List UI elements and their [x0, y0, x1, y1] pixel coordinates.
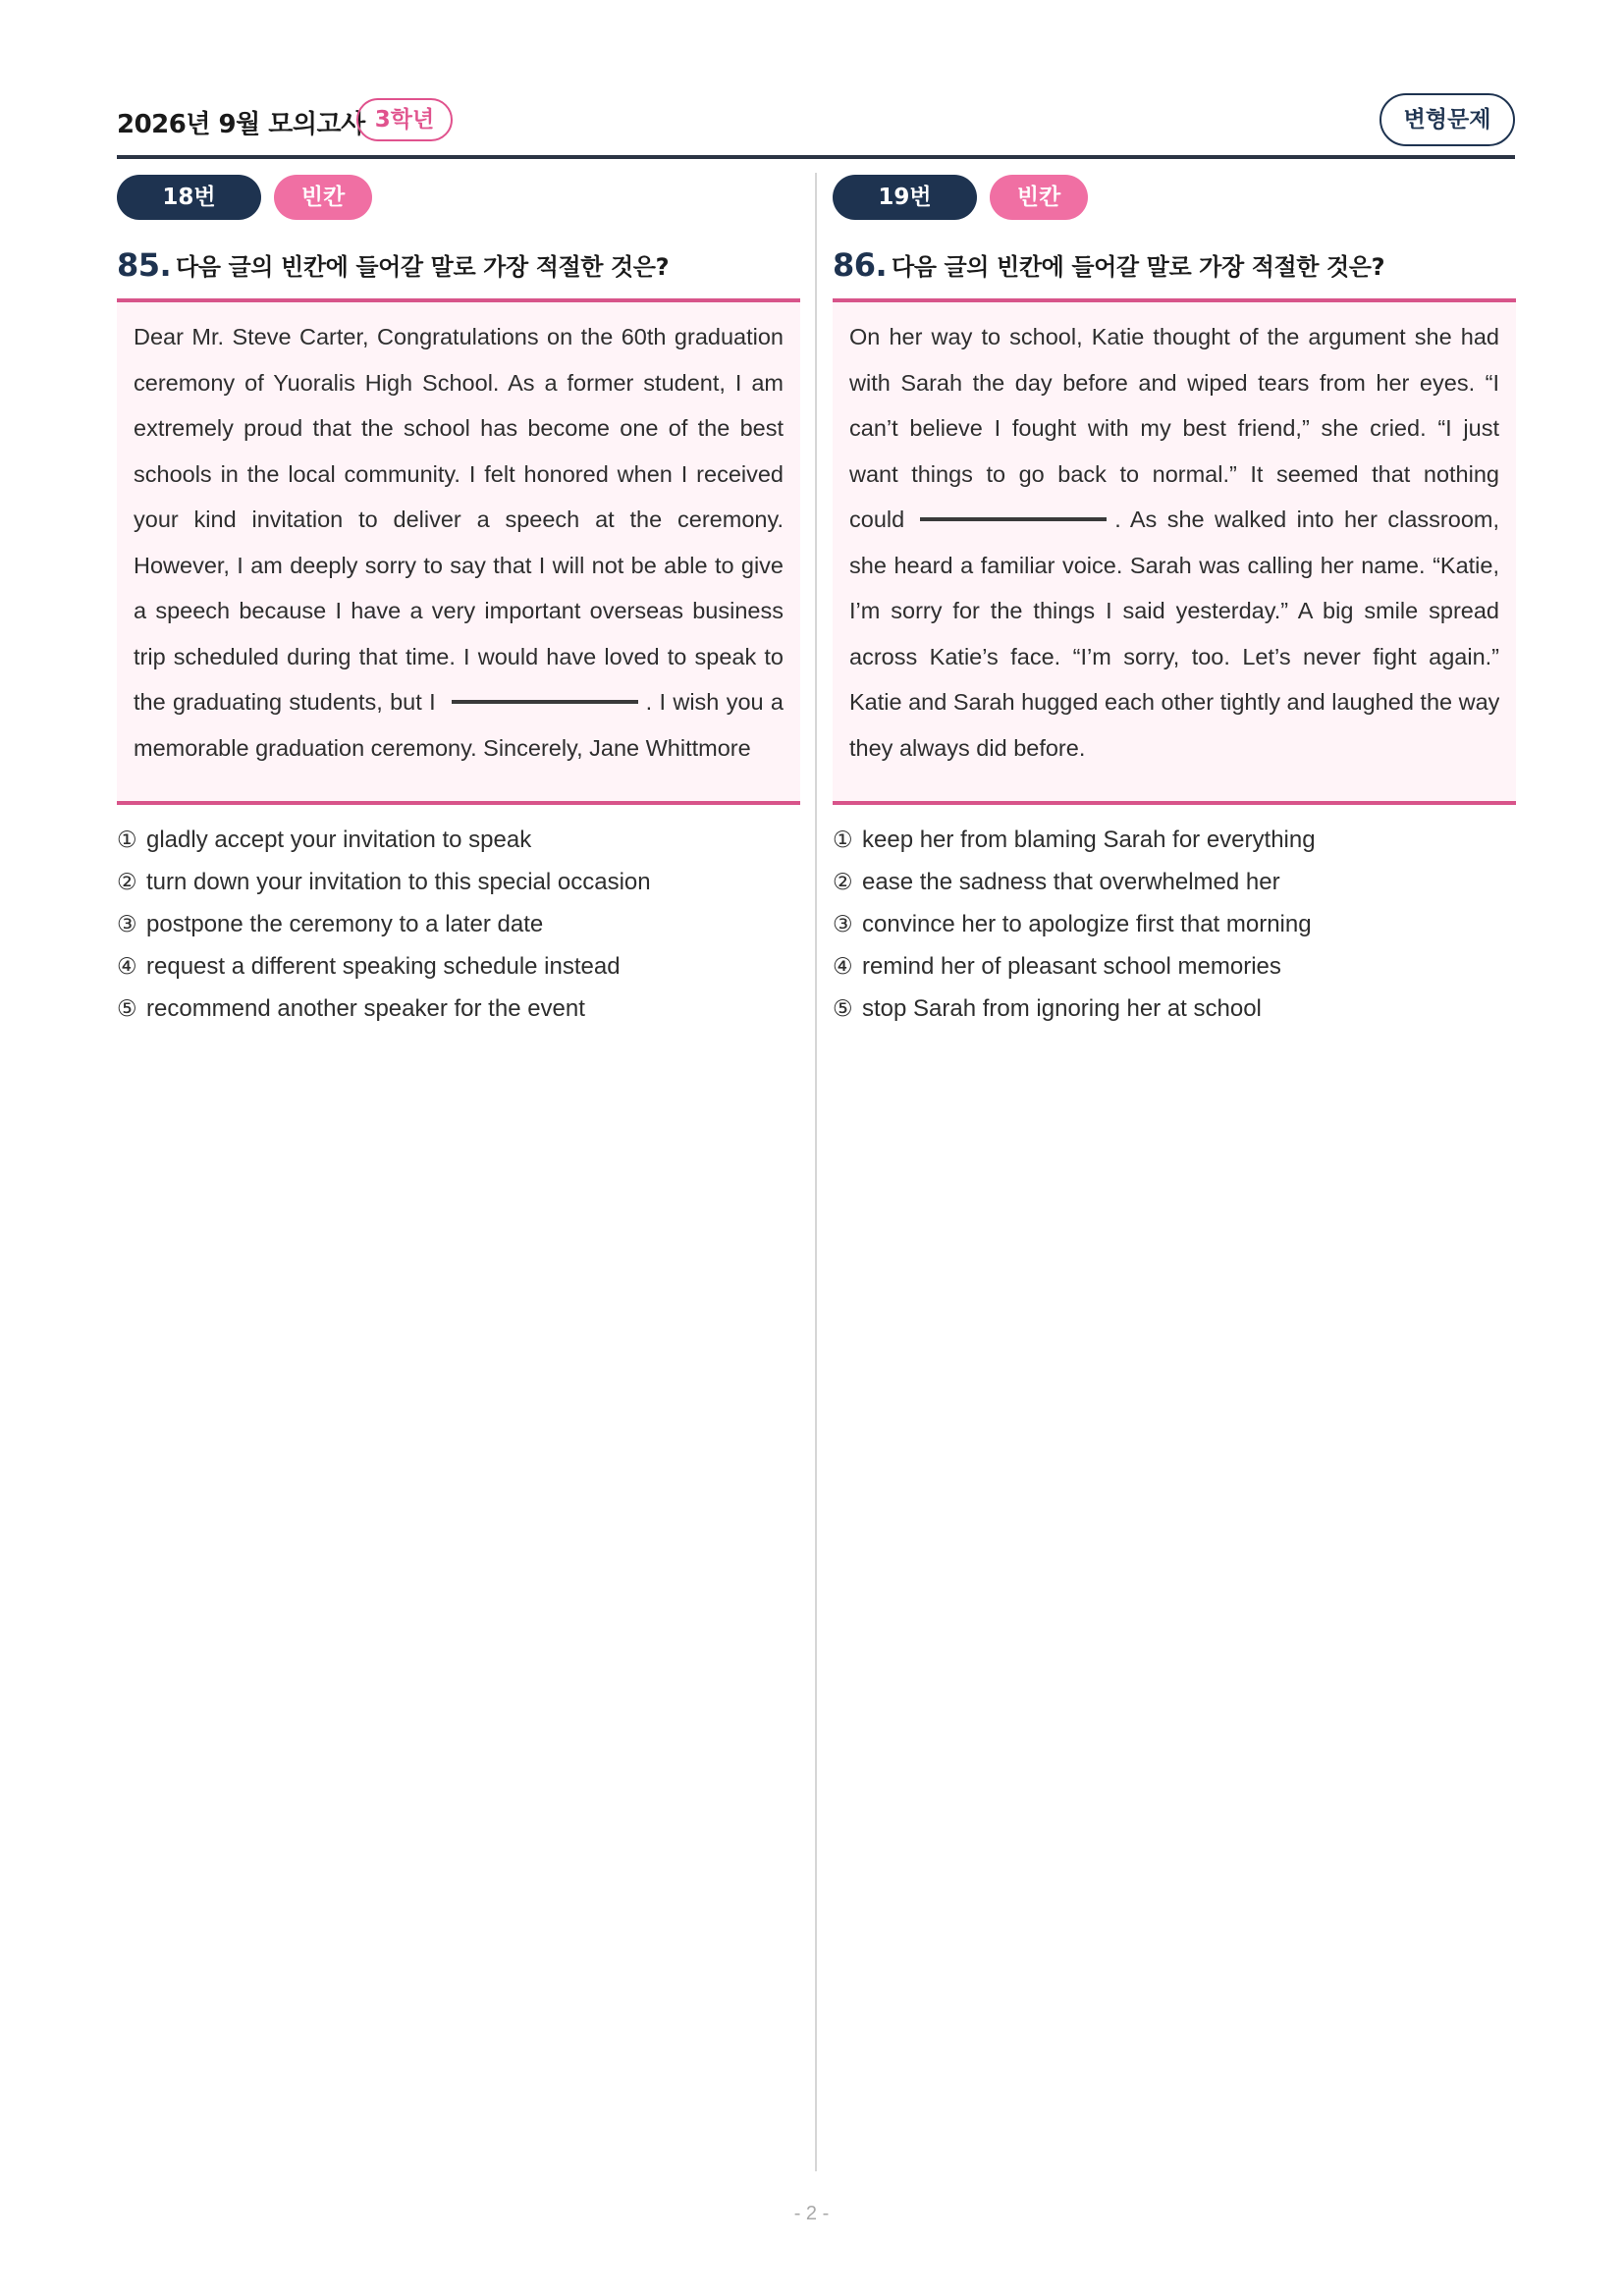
answer-blank — [920, 517, 1107, 521]
choice-text: request a different speaking schedule instead — [146, 953, 621, 980]
variant-badge: 변형문제 — [1380, 93, 1515, 146]
choice-5[interactable] — [833, 988, 1516, 1030]
passage-line: schools in the local community. I felt honored when I received — [134, 460, 784, 487]
question-column-86 — [833, 173, 1516, 1030]
choice-5[interactable] — [117, 988, 800, 1030]
choice-mark: ③ — [833, 912, 853, 937]
grade-badge: 3학년 — [356, 98, 453, 141]
answer-choices — [833, 819, 1516, 1030]
passage-text: . As she walked into her classroom, — [1114, 507, 1499, 532]
choice-text: remind her of pleasant school memories — [862, 953, 1281, 980]
source-number-tag: 19번 — [833, 175, 977, 220]
page-number: - 2 - — [793, 2203, 830, 2224]
passage-line: Dear Mr. Steve Carter, Congratulations on the 60th graduation — [134, 324, 784, 349]
choice-3[interactable] — [117, 903, 800, 945]
passage-line: with Sarah the day before and wiped tears from her eyes. “I — [849, 369, 1499, 396]
choice-mark: ④ — [833, 954, 853, 980]
choice-text: gladly accept your invitation to speak — [146, 827, 532, 853]
passage-line: she heard a familiar voice. Sarah was calling her name. “Katie, — [849, 552, 1499, 578]
choice-2[interactable] — [117, 861, 800, 903]
passage-line: a speech because I have a very important overseas business — [134, 598, 784, 623]
passage-line-with-blank — [849, 497, 1499, 543]
choice-text: postpone the ceremony to a later date — [146, 911, 544, 937]
question-prompt: 다음 글의 빈칸에 들어갈 말로 가장 적절한 것은? — [892, 253, 1385, 281]
header-divider — [117, 155, 1515, 159]
choice-mark: ⑤ — [833, 996, 853, 1022]
passage-line: memorable graduation ceremony. Sincerely, Jane Whittmore — [134, 734, 751, 761]
passage-line: trip scheduled during that time. I would have loved to speak to — [134, 643, 784, 669]
page-header — [117, 96, 1515, 153]
choice-text: ease the sadness that overwhelmed her — [862, 869, 1280, 895]
passage-line: want things to go back to normal.” It seemed that nothing — [849, 460, 1499, 487]
question-column-85 — [117, 173, 800, 1030]
passage-line: However, I am deeply sorry to say that I will not be able to give — [134, 552, 784, 578]
exam-title: 2026년 9월 모의고사 — [117, 110, 365, 139]
choice-4[interactable] — [833, 945, 1516, 988]
passage-box — [117, 298, 800, 805]
choice-text: convince her to apologize first that morning — [862, 911, 1312, 937]
passage-text: the graduating students, but I — [134, 689, 436, 715]
question-tags — [833, 173, 1516, 222]
passage-line: extremely proud that the school has become one of the best — [134, 415, 784, 441]
choice-mark: ① — [117, 828, 137, 853]
question-type-tag: 빈칸 — [990, 175, 1088, 220]
choice-1[interactable] — [833, 819, 1516, 861]
answer-blank — [452, 700, 638, 704]
choice-mark: ② — [117, 870, 137, 895]
passage-line-with-blank — [134, 679, 784, 725]
question-prompt: 다음 글의 빈칸에 들어갈 말로 가장 적절한 것은? — [176, 253, 670, 281]
choice-mark: ① — [833, 828, 853, 853]
choice-text: turn down your invitation to this special occasion — [146, 869, 651, 895]
passage-box — [833, 298, 1516, 805]
passage-line: ceremony of Yuoralis High School. As a former student, I am — [134, 369, 784, 396]
choice-text: keep her from blaming Sarah for everything — [862, 827, 1316, 853]
source-number-tag: 18번 — [117, 175, 261, 220]
choice-mark: ⑤ — [117, 996, 137, 1022]
choice-3[interactable] — [833, 903, 1516, 945]
question-number: 86. — [833, 246, 888, 284]
choice-text: stop Sarah from ignoring her at school — [862, 995, 1262, 1022]
question-heading — [833, 243, 1516, 287]
choice-mark: ③ — [117, 912, 137, 937]
passage-line: Katie and Sarah hugged each other tightly and laughed the way — [849, 689, 1499, 715]
passage-line: they always did before. — [849, 734, 1086, 761]
choice-2[interactable] — [833, 861, 1516, 903]
passage-text: could — [849, 507, 905, 532]
passage-line: your kind invitation to deliver a speech at the ceremony. — [134, 507, 784, 532]
passage-line: On her way to school, Katie thought of the argument she had — [849, 324, 1499, 349]
passage-line: can’t believe I fought with my best friend,” she cried. “I just — [849, 415, 1499, 441]
passage-line: across Katie’s face. “I’m sorry, too. Let’s never fight again.” — [849, 643, 1499, 669]
choice-1[interactable] — [117, 819, 800, 861]
choice-mark: ④ — [117, 954, 137, 980]
question-heading — [117, 243, 800, 287]
column-divider — [815, 173, 817, 2171]
question-number: 85. — [117, 246, 172, 284]
choice-4[interactable] — [117, 945, 800, 988]
question-type-tag: 빈칸 — [274, 175, 372, 220]
choice-text: recommend another speaker for the event — [146, 995, 585, 1022]
passage-line: I’m sorry for the things I said yesterday.” A big smile spread — [849, 598, 1499, 623]
choice-mark: ② — [833, 870, 853, 895]
question-tags — [117, 173, 800, 222]
passage-text: . I wish you a — [645, 689, 784, 715]
answer-choices — [117, 819, 800, 1030]
